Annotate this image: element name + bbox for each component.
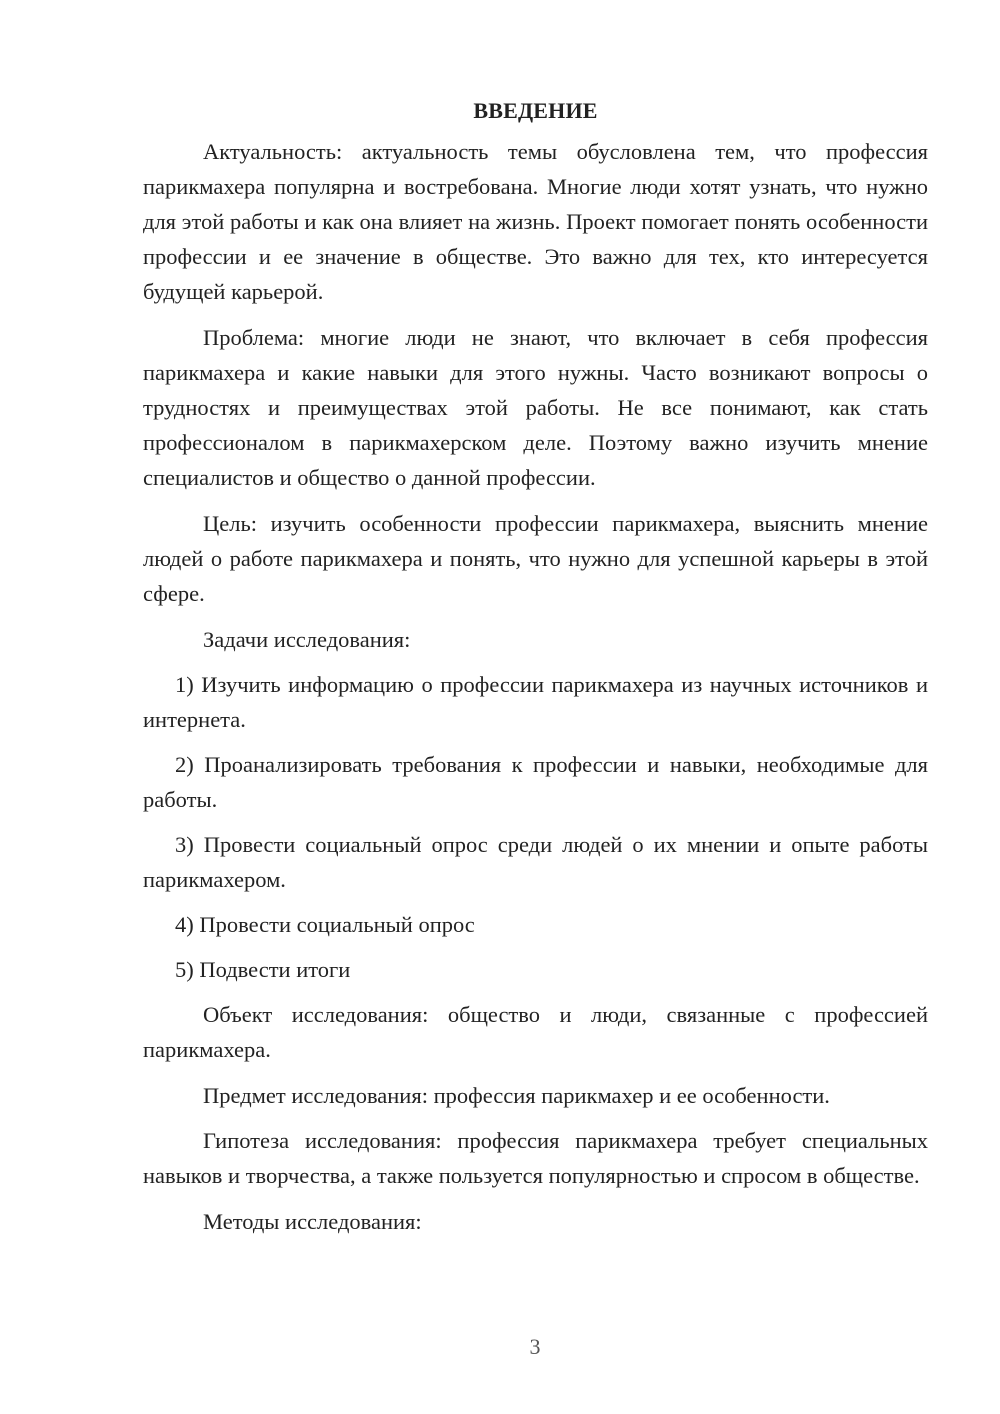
tasks-heading: Задачи исследования: xyxy=(203,627,411,652)
document-page xyxy=(143,96,928,1249)
task-item-1: 1) Изучить информацию о профессии парикмахера из научных источников и интернета. xyxy=(143,672,928,732)
task-item-2: 2) Проанализировать требования к профессии и навыки, необходимые для работы. xyxy=(143,752,928,812)
task-item-5: 5) Подвести итоги xyxy=(175,957,351,982)
goal-paragraph: Цель: изучить особенности профессии парикмахера, выяснить мнение людей о работе парикмахера и понять, что нужно для успешной карьеры в этой сфере. xyxy=(143,511,928,606)
section-title: ВВЕДЕНИЕ xyxy=(473,98,598,123)
problem-paragraph: Проблема: многие люди не знают, что включает в себя профессия парикмахера и какие навыки для этого нужны. Часто возникают вопросы о трудностях и преимуществах этой работы. Не все понимают, как стать профессионалом в парикмахерском деле. Поэтому важно изучить мнение специалистов и общество о данной профессии. xyxy=(143,325,928,490)
object-paragraph: Объект исследования: общество и люди, связанные с профессией парикмахера. xyxy=(143,1002,928,1062)
hypothesis-paragraph: Гипотеза исследования: профессия парикмахера требует специальных навыков и творчества, а также пользуется популярностью и спросом в обществе. xyxy=(143,1128,928,1188)
methods-heading: Методы исследования: xyxy=(203,1209,422,1234)
subject-paragraph: Предмет исследования: профессия парикмахер и ее особенности. xyxy=(203,1083,830,1108)
relevance-paragraph: Актуальность: актуальность темы обусловлена тем, что профессия парикмахера популярна и востребована. Многие люди хотят узнать, что нужно для этой работы и как она влияет на жизнь. Проект помогает понять особенности профессии и ее значение в обществе. Это важно для тех, кто интересуется будущей карьерой. xyxy=(143,139,928,304)
page-number: 3 xyxy=(529,1334,541,1359)
task-item-3: 3) Провести социальный опрос среди людей о их мнении и опыте работы парикмахером. xyxy=(143,832,928,892)
task-item-4: 4) Провести социальный опрос xyxy=(175,912,475,937)
